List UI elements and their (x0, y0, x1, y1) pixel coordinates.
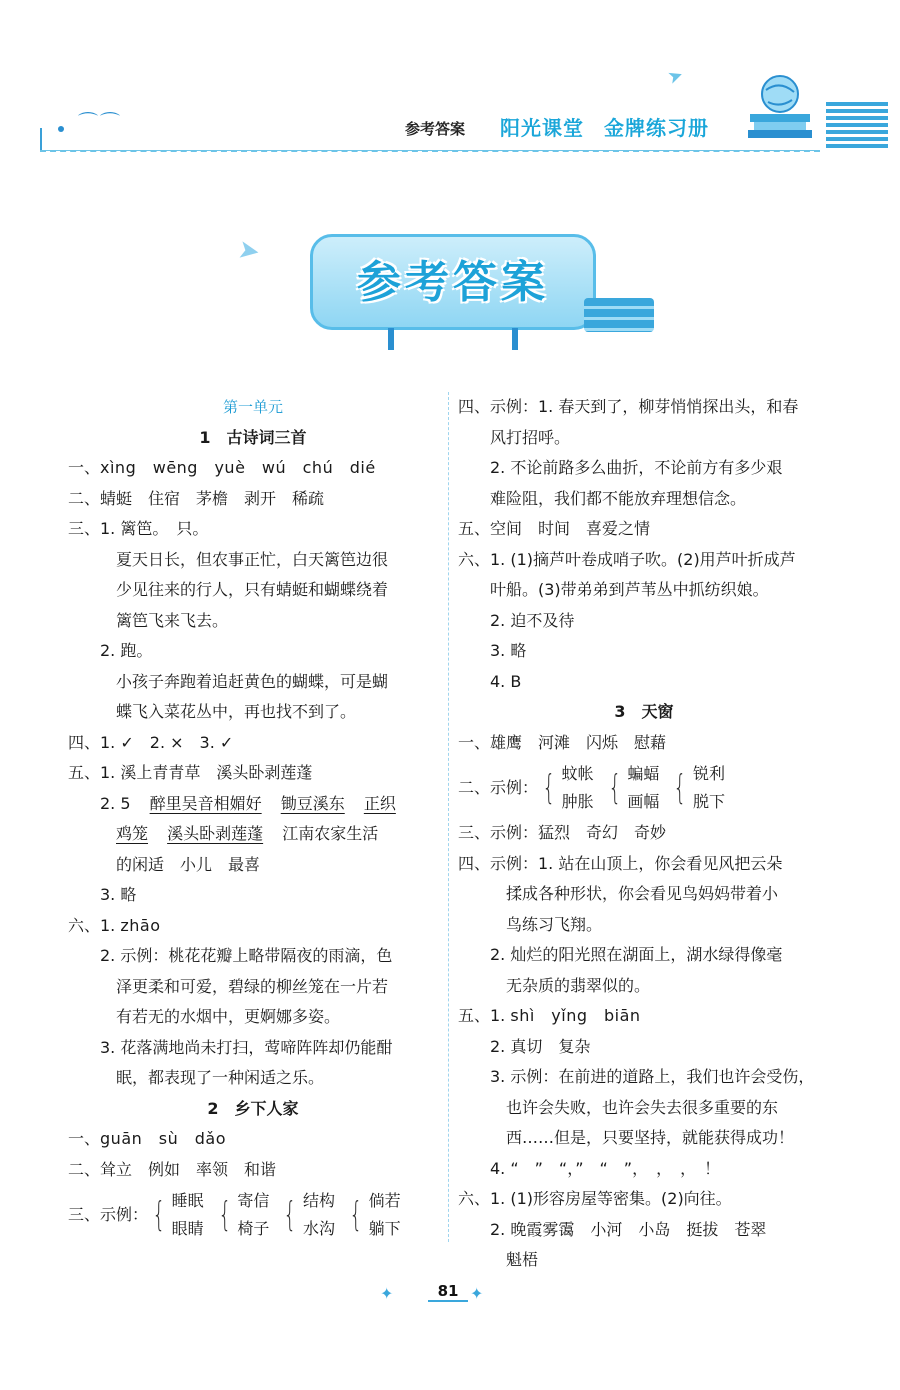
l1-q6-1 (68, 911, 438, 942)
globe-books-icon (740, 70, 820, 140)
books-icon (584, 298, 654, 332)
brace-item: 水沟 (302, 1219, 335, 1238)
l1-q5-2-g: 的闲适 小儿 最喜 (116, 854, 261, 874)
brace-item: 蝙蝠 (627, 764, 660, 783)
header-brand-a: 阳光课堂 (500, 116, 584, 140)
brace-group: { 蝙蝠 画幅 (604, 760, 660, 816)
lesson-2-title: 2 乡下人家 (207, 1098, 299, 1118)
l2-q1 (68, 1124, 438, 1155)
l1-q2: 二、蜻蜓 住宿 茅檐 剥开 稀疏 (68, 488, 325, 508)
l1-q5-2-line2 (68, 819, 438, 850)
brace-item: 肿胀 (561, 792, 594, 811)
l1-q1 (68, 453, 438, 484)
l3-q4-1a: 四、示例：1. 站在山顶上，你会看见风把云朵 (458, 853, 783, 873)
r-q6-4: 4. B (490, 671, 522, 691)
l2-q2: 二、耸立 例如 率领 和谐 (68, 1159, 277, 1179)
l1-q5-1: 五、1. 溪上青青草 溪头卧剥莲蓬 (68, 763, 313, 782)
l3-q4-2a: 2. 灿烂的阳光照在湖面上，湖水绿得像毫 (490, 945, 783, 964)
page-number: 81 (428, 1282, 468, 1302)
right-column (458, 392, 830, 1276)
l3-q4-1b: 揉成各种形状，你会看见鸟妈妈带着小 (506, 884, 779, 903)
l2-q1-label: 一、 (68, 1129, 101, 1148)
l1-q6-2a: 2. 示例：桃花花瓣上略带隔夜的雨滴，色 (100, 946, 393, 965)
brace-item: 结构 (302, 1191, 335, 1210)
brace-group: { 睡眠 眼睛 (148, 1187, 204, 1243)
l3-q5-2: 2. 真切 复杂 (490, 1036, 591, 1056)
r-q4-1a: 四、示例：1. 春天到了，柳芽悄悄探出头，和春 (458, 397, 799, 416)
l1-q5-2-d: 鸡笼 (116, 824, 149, 843)
brace-item: 寄信 (237, 1191, 270, 1210)
page-header (0, 0, 900, 170)
r-q4-2b: 难险阻，我们都不能放弃理想信念。 (490, 488, 747, 508)
header-stripes (826, 102, 888, 148)
birds-icon: ⌒⌒ (78, 110, 122, 134)
l1-q1-label: 一、 (68, 458, 101, 477)
l1-q5-2-c: 正织 (363, 793, 396, 813)
r-q6-2: 2. 迫不及待 (490, 610, 575, 630)
r-q5: 五、空间 时间 喜爱之情 (458, 519, 651, 538)
lesson-3-title: 3 天窗 (614, 702, 674, 721)
brace-group: { 锐利 脱下 (669, 760, 725, 816)
star-icon: ✦ (470, 1284, 484, 1303)
banner-stand (388, 328, 518, 350)
brace-item: 躺下 (368, 1219, 401, 1238)
l3-q5-3a: 3. 示例：在前进的道路上，我们也许会受伤， (490, 1067, 815, 1086)
l3-q6-2a: 2. 晚霞雾霭 小河 小岛 挺拔 苍翠 (490, 1219, 767, 1239)
l3-q6-1: 六、1. (1)形容房屋等密集。(2)向往。 (458, 1189, 732, 1208)
brace-item: 锐利 (692, 764, 725, 783)
brace-item: 画幅 (627, 792, 660, 811)
r-q4-2a: 2. 不论前路多么曲折，不论前方有多少艰 (490, 458, 783, 477)
brace-group: { 蚊帐 肿胀 (538, 760, 594, 816)
header-brand (500, 112, 709, 141)
l1-q1-pinyin: xìng wēng yuè wú chú dié (100, 458, 376, 477)
l1-q3-1a: 夏天日长，但农事正忙，白天篱笆边很 (116, 549, 389, 569)
r-q6-1b: 叶船。(3)带弟弟到芦苇丛中抓纺织娘。 (490, 580, 769, 599)
l1-q5-3: 3. 略 (100, 885, 137, 904)
l1-q6-2c: 有若无的水烟中，更婀娜多姿。 (116, 1007, 341, 1026)
l1-q3-2b: 蝶飞入菜花丛中，再也找不到了。 (116, 702, 357, 721)
header-rule (40, 150, 820, 151)
l1-q6-3a: 3. 花落满地尚未打扫，莺啼阵阵却仍能酣 (100, 1037, 393, 1057)
l3-q2-label: 二、示例： (458, 777, 539, 797)
l3-q5-1-label: 五、1. (458, 1006, 506, 1025)
left-column (68, 392, 438, 1245)
brace-item: 睡眠 (171, 1191, 204, 1210)
l1-q5-2 (68, 789, 438, 820)
header-reference-label: 参考答案 (405, 120, 466, 138)
r-q6-3: 3. 略 (490, 641, 527, 660)
l2-q1-pinyin: guān sù dǎo (100, 1129, 226, 1148)
l1-q5-2-f: 江南农家生活 (282, 824, 379, 843)
unit-title: 第一单元 (222, 398, 283, 416)
l1-q6-2b: 泽更柔和可爱，碧绿的柳丝笼在一片若 (116, 976, 389, 996)
l3-q4-1c: 鸟练习飞翔。 (506, 914, 603, 934)
l1-q5-2-b: 锄豆溪东 (280, 793, 345, 813)
brace-item: 脱下 (692, 792, 725, 811)
l3-q1: 一、雄鹰 河滩 闪烁 慰藉 (458, 732, 667, 752)
brace-item: 蚊帐 (561, 764, 594, 783)
l1-q6-3b: 眠，都表现了一种闲适之乐。 (116, 1068, 325, 1087)
l3-q5-1 (458, 1001, 830, 1032)
l1-q3-1c: 篱笆飞来飞去。 (116, 610, 229, 630)
r-q4-1b: 风打招呼。 (490, 427, 571, 447)
brace-group: { 倘若 躺下 (345, 1187, 401, 1243)
column-divider (448, 392, 449, 1242)
star-icon: ✦ (380, 1284, 394, 1303)
r-q6-1a: 六、1. (1)摘芦叶卷成哨子吹。(2)用芦叶折成芦 (458, 549, 796, 569)
l1-q3-2: 2. 跑。 (100, 641, 153, 660)
banner-title: 参考答案 (357, 257, 549, 308)
l1-q6-1-pinyin: zhāo (120, 915, 161, 935)
header-brand-b: 金牌练习册 (604, 116, 709, 140)
brace-item: 椅子 (237, 1219, 270, 1238)
l3-q5-3c: 西……但是，只要坚持，就能获得成功！ (506, 1128, 795, 1147)
l1-q6-1-label: 六、1. (68, 915, 116, 935)
l1-q3-1b: 少见往来的行人，只有蜻蜓和蝴蝶绕着 (116, 580, 389, 599)
paper-plane-icon: ➤ (664, 64, 687, 89)
l1-q3-1: 三、1. 篱笆。 只。 (68, 519, 209, 538)
l1-q5-2-a: 醉里吴音相媚好 (149, 793, 262, 813)
brace-item: 倘若 (368, 1191, 401, 1210)
brace-group: { 寄信 椅子 (214, 1187, 270, 1243)
paper-plane-icon: ➤ (235, 234, 263, 268)
l2-q3-label: 三、示例： (68, 1204, 149, 1224)
l3-q6-2b: 魁梧 (506, 1250, 539, 1269)
lesson-1-title: 1 古诗词三首 (199, 427, 307, 447)
l1-q4: 四、1. ✓ 2. × 3. ✓ (68, 732, 234, 752)
l2-q3 (68, 1185, 438, 1245)
l1-q3-2a: 小孩子奔跑着追赶黄色的蝴蝶，可是蝴 (116, 671, 389, 691)
brace-item: 眼睛 (171, 1219, 204, 1238)
l1-q5-2-e: 溪头卧剥莲蓬 (167, 824, 264, 843)
l3-q5-4: 4. “ ” “，” “ ”， ， ， ！ (490, 1158, 721, 1178)
l3-q5-1-pinyin: shì yǐng biān (510, 1006, 641, 1025)
l3-q2 (458, 758, 830, 818)
l3-q3: 三、示例：猛烈 奇幻 奇妙 (458, 823, 667, 842)
brace-group: { 结构 水沟 (279, 1187, 335, 1243)
l3-q5-3b: 也许会失败，也许会失去很多重要的东 (506, 1097, 779, 1117)
l3-q4-2b: 无杂质的翡翠似的。 (506, 975, 651, 995)
title-banner (235, 228, 660, 352)
l1-q5-2-num: 2. 5 (100, 793, 131, 813)
